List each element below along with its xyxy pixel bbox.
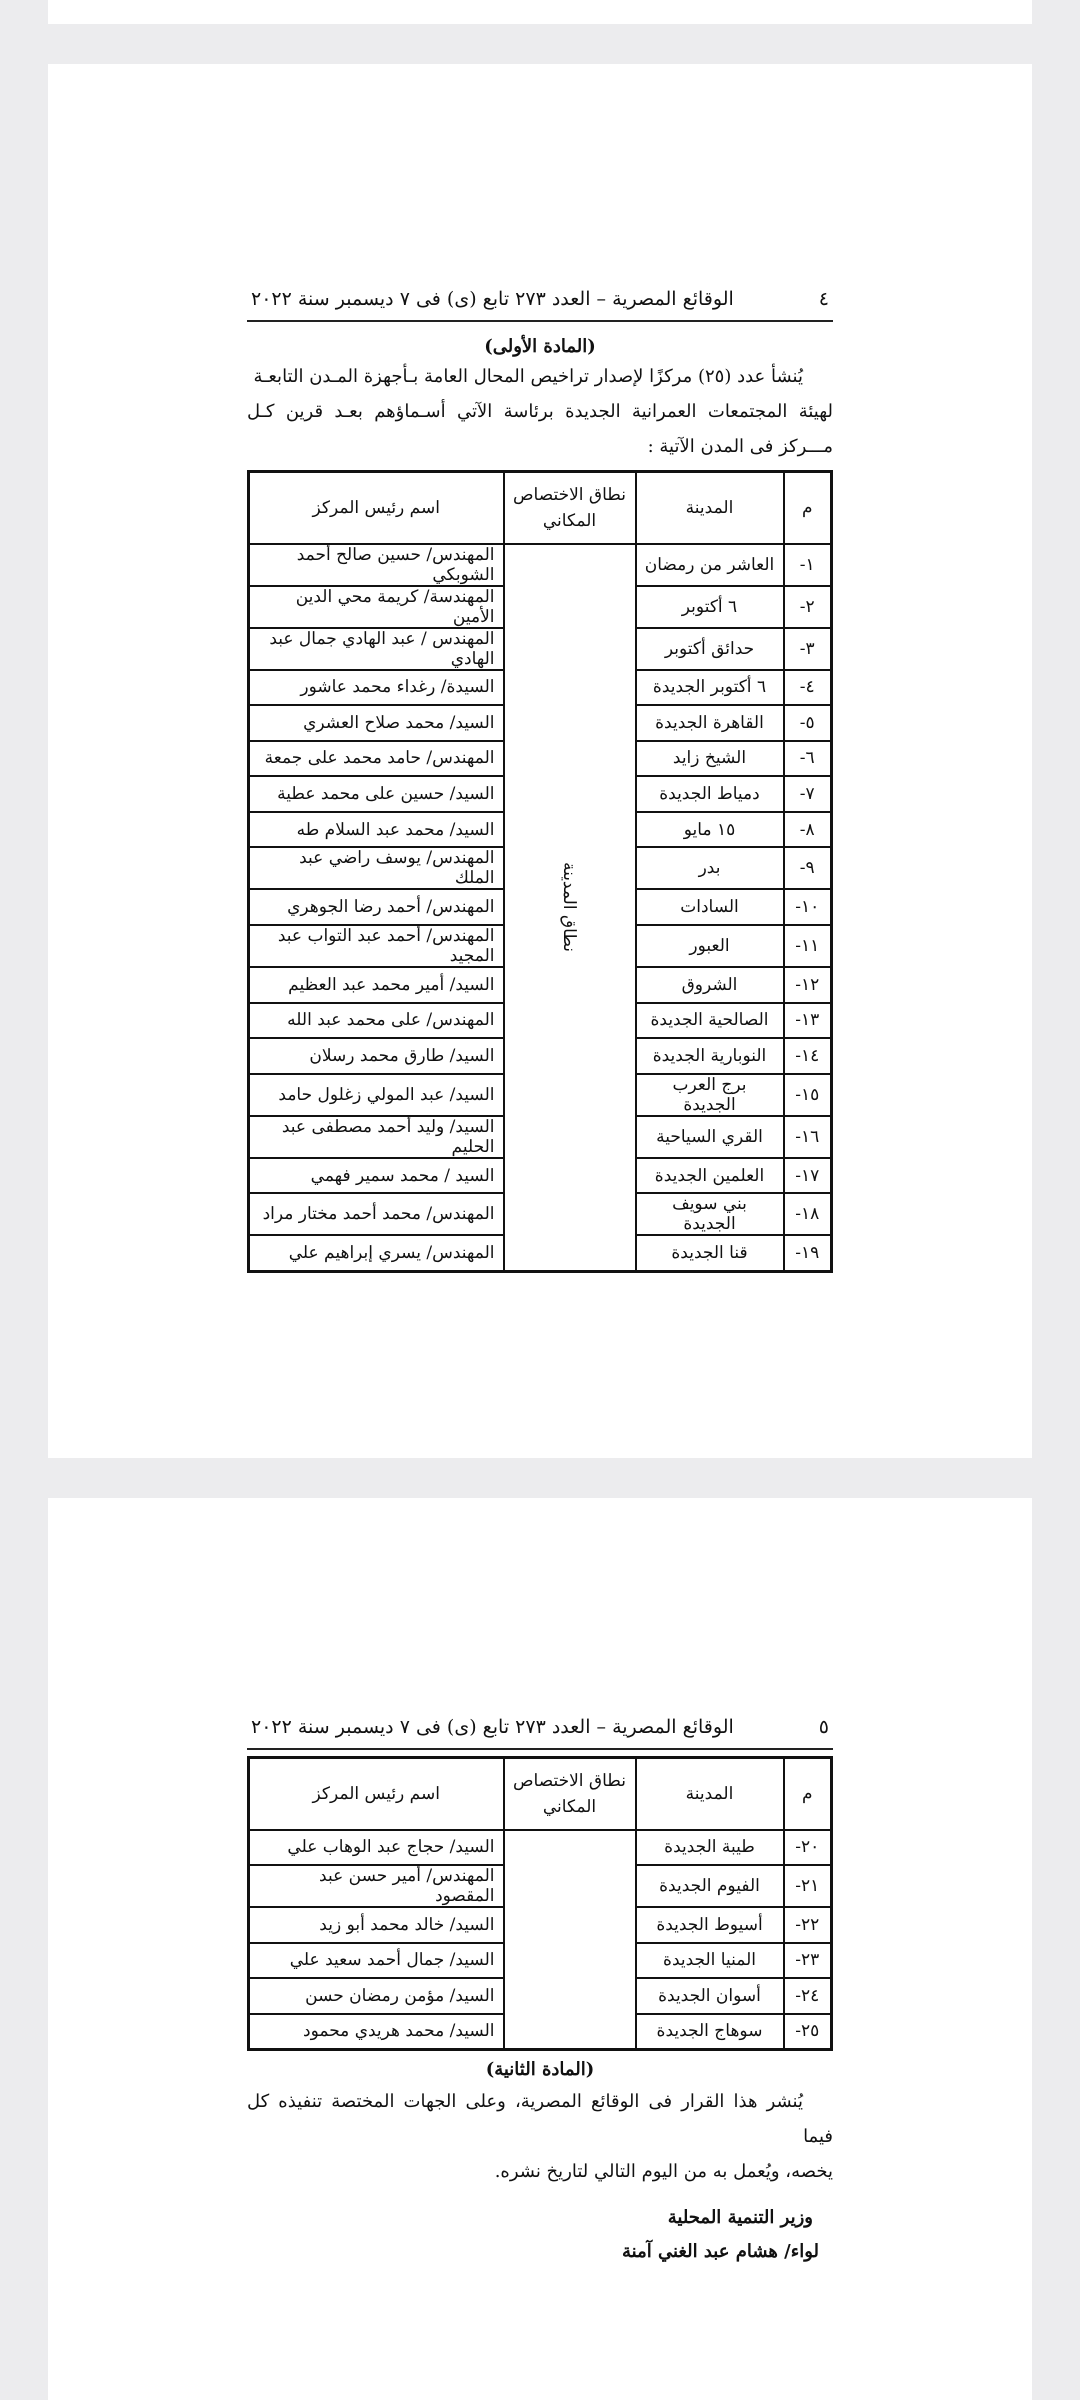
row-city: بني سويف الجديدة (636, 1193, 784, 1235)
page-4-content (247, 288, 833, 1273)
row-number: ٢٢- (784, 1907, 832, 1943)
table-row (249, 1830, 832, 1866)
row-city: العلمين الجديدة (636, 1158, 784, 1194)
row-center-head: المهندس / عبد الهادي جمال عبد الهادي (249, 628, 504, 670)
signature-name: لواء/ هشام عبد الغني آمنة (621, 2240, 819, 2262)
row-city: بدر (636, 847, 784, 889)
row-center-head: السيد/ خالد محمد أبو زيد (249, 1907, 504, 1943)
row-city: حدائق أكتوبر (636, 628, 784, 670)
row-center-head: المهندس/ محمد أحمد مختار مراد (249, 1193, 504, 1235)
row-city: القاهرة الجديدة (636, 705, 784, 741)
row-city: ٦ أكتوبر الجديدة (636, 670, 784, 706)
row-city: النوبارية الجديدة (636, 1038, 784, 1074)
row-number: ٦- (784, 741, 832, 777)
row-city: ٦ أكتوبر (636, 586, 784, 628)
row-scope-merged (504, 1830, 636, 2050)
row-city: الشيخ زايد (636, 741, 784, 777)
row-number: ١٢- (784, 967, 832, 1003)
previous-page-edge (48, 0, 1032, 24)
row-center-head: السيد/ حجاج عبد الوهاب علي (249, 1830, 504, 1866)
col-header-city: المدينة (636, 472, 784, 544)
row-center-head: السيد/ محمد عبد السلام طه (249, 812, 504, 848)
signature-title: وزير التنمية المحلية (667, 2206, 813, 2228)
row-number: ٢- (784, 586, 832, 628)
row-city: أسيوط الجديدة (636, 1907, 784, 1943)
row-city: العبور (636, 925, 784, 967)
row-center-head: المهندس/ أحمد عبد التواب عبد المجيد (249, 925, 504, 967)
row-number: ٤- (784, 670, 832, 706)
row-city: سوهاج الجديدة (636, 2014, 784, 2050)
article-1-rest: لهيئة المجتمعات العمرانية الجديدة برئاسة الآتي أسـماؤهم بعـد قرين كـل مـــركز فى المدن الآتية : (247, 401, 833, 457)
page-number: ٥ (818, 1716, 829, 1738)
page-header (247, 288, 833, 322)
gazette-header-text: الوقائع المصرية – العدد ٢٧٣ تابع (ى) فى ٧ ديسمبر سنة ٢٠٢٢ (251, 288, 734, 310)
row-center-head: السيد/ محمد صلاح العشري (249, 705, 504, 741)
article-2-text (247, 2084, 833, 2189)
article-1-text (247, 359, 833, 464)
row-center-head: السيد/ محمد هريدي محمود (249, 2014, 504, 2050)
page-header (247, 1716, 833, 1750)
row-number: ٩- (784, 847, 832, 889)
row-number: ٨- (784, 812, 832, 848)
row-number: ١٧- (784, 1158, 832, 1194)
row-city: الشروق (636, 967, 784, 1003)
row-center-head: السيدة/ رغداء محمد عاشور (249, 670, 504, 706)
row-city: الفيوم الجديدة (636, 1865, 784, 1907)
signature-block (247, 2201, 833, 2269)
row-center-head: المهندس/ حسين صالح أحمد الشوبكي (249, 544, 504, 586)
row-city: ١٥ مايو (636, 812, 784, 848)
col-header-num: م (784, 472, 832, 544)
row-center-head: المهندس/ يسري إبراهيم علي (249, 1235, 504, 1271)
row-center-head: السيد/ جمال أحمد سعيد علي (249, 1943, 504, 1979)
article-2-title: (المادة الثانية) (485, 2058, 595, 2080)
row-city: المنيا الجديدة (636, 1943, 784, 1979)
row-center-head: السيد/ طارق محمد رسلان (249, 1038, 504, 1074)
col-header-num: م (784, 1758, 832, 1830)
row-number: ٢٠- (784, 1830, 832, 1866)
scope-value: نطاق المدينة (559, 861, 580, 953)
row-number: ١- (784, 544, 832, 586)
centers-table-2 (247, 1756, 833, 2051)
row-center-head: السيد/ وليد أحمد مصطفى عبد الحليم (249, 1116, 504, 1158)
row-center-head: السيد/ أمير محمد عبد العظيم (249, 967, 504, 1003)
row-number: ١٤- (784, 1038, 832, 1074)
row-center-head: السيد / محمد سمير فهمي (249, 1158, 504, 1194)
document-page-4 (48, 64, 1032, 1458)
row-city: قنا الجديدة (636, 1235, 784, 1271)
row-center-head: السيد/ حسين على محمد عطية (249, 776, 504, 812)
row-center-head: السيد/ عبد المولي زغلول حامد (249, 1074, 504, 1116)
page-5-content (247, 1716, 833, 2269)
table-1-body (249, 544, 832, 1272)
article-2-rest: يخصه، ويُعمل به من اليوم التالي لتاريخ نشره. (494, 2160, 833, 2182)
document-page-5 (48, 1498, 1032, 2400)
page-number: ٤ (818, 288, 829, 310)
table-row (249, 544, 832, 586)
centers-table-1 (247, 470, 833, 1273)
row-city: الصالحية الجديدة (636, 1003, 784, 1039)
row-city: السادات (636, 889, 784, 925)
row-city: أسوان الجديدة (636, 1978, 784, 2014)
row-city: العاشر من رمضان (636, 544, 784, 586)
row-number: ٢٤- (784, 1978, 832, 2014)
row-number: ١٩- (784, 1235, 832, 1271)
row-number: ١٥- (784, 1074, 832, 1116)
row-center-head: المهندس/ حامد محمد على جمعة (249, 741, 504, 777)
table-2-body (249, 1830, 832, 2050)
col-header-city: المدينة (636, 1758, 784, 1830)
row-center-head: المهندس/ يوسف راضي عبد الملك (249, 847, 504, 889)
article-2-line-1: يُنشر هذا القرار فى الوقائع المصرية، وعلى الجهات المختصة تنفيذه كل فيما (247, 2090, 833, 2147)
row-number: ٣- (784, 628, 832, 670)
row-scope-merged (504, 544, 636, 1272)
article-1-line-1: يُنشأ عدد (٢٥) مركزًا لإصدار تراخيص المحال العامة بـأجهزة المـدن التابعـة (253, 366, 803, 387)
row-number: ١١- (784, 925, 832, 967)
row-city: دمياط الجديدة (636, 776, 784, 812)
row-city: طيبة الجديدة (636, 1830, 784, 1866)
col-header-scope: نطاق الاختصاص المكاني (504, 1758, 636, 1830)
row-number: ١٣- (784, 1003, 832, 1039)
row-number: ٢١- (784, 1865, 832, 1907)
row-number: ١٨- (784, 1193, 832, 1235)
article-1-title: (المادة الأولى) (484, 336, 596, 357)
row-center-head: المهندس/ على محمد عبد الله (249, 1003, 504, 1039)
row-number: ٧- (784, 776, 832, 812)
col-header-head: اسم رئيس المركز (249, 1758, 504, 1830)
gazette-header-text: الوقائع المصرية – العدد ٢٧٣ تابع (ى) فى ٧ ديسمبر سنة ٢٠٢٢ (251, 1716, 734, 1738)
row-number: ٥- (784, 705, 832, 741)
row-number: ١٠- (784, 889, 832, 925)
col-header-head: اسم رئيس المركز (249, 472, 504, 544)
row-number: ٢٥- (784, 2014, 832, 2050)
col-header-scope: نطاق الاختصاص المكاني (504, 472, 636, 544)
row-city: القري السياحية (636, 1116, 784, 1158)
row-center-head: المهندس/ أحمد رضا الجوهري (249, 889, 504, 925)
row-center-head: السيد/ مؤمن رمضان حسن (249, 1978, 504, 2014)
row-number: ٢٣- (784, 1943, 832, 1979)
row-center-head: المهندسة/ كريمة محي الدين الأمين (249, 586, 504, 628)
row-city: برج العرب الجديدة (636, 1074, 784, 1116)
row-center-head: المهندس/ أمير حسن عبد المقصود (249, 1865, 504, 1907)
row-number: ١٦- (784, 1116, 832, 1158)
